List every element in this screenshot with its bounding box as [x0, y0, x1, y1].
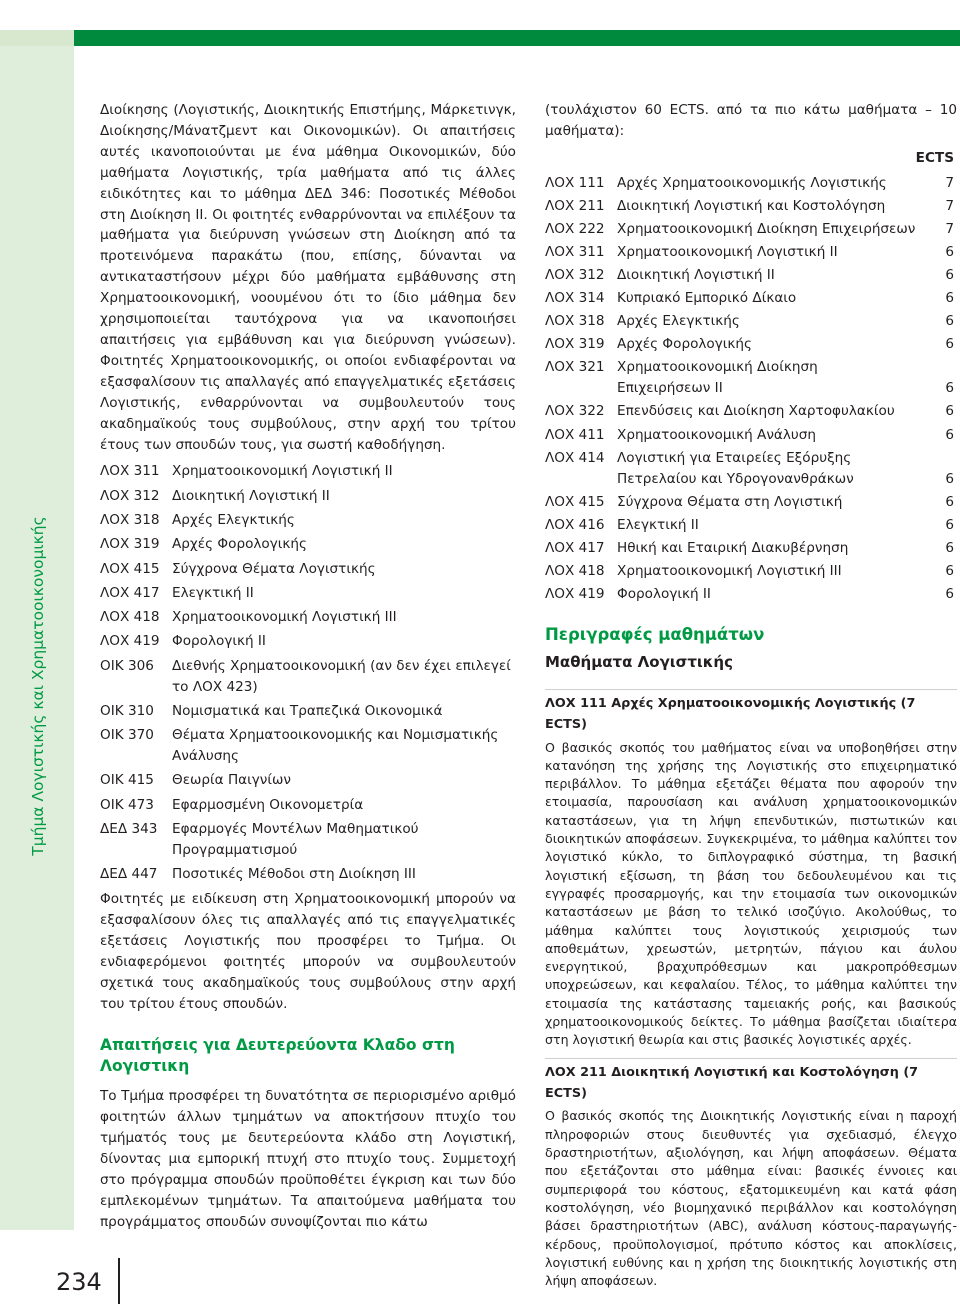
course-title: Κυπριακό Εμπορικό Δίκαιο: [617, 290, 797, 307]
course-title: Χρηματοοικονομική Λογιστική ΙΙ: [617, 244, 838, 260]
course-row: [100, 819, 516, 861]
course-row: [545, 538, 957, 559]
course-title: Θέματα Χρηματοοικονομικής και Νομισματικής Ανάλυσης: [172, 727, 499, 765]
course-ects: 6: [945, 244, 954, 260]
course-row: [100, 656, 516, 698]
course-title: Φορολογική ΙΙ: [617, 586, 711, 603]
course-code: ΛΟΧ 416: [545, 516, 605, 533]
exemptions-paragraph: Φοιτητές με ειδίκευση στη Χρηματοοικονομική μπορούν να εξασφαλίσουν όλες τις απαλλαγές από τις επαγγελματικές εξετάσεις Λογιστικής που προσφέρει το Τμήμα. Οι ενδιαφερόμενοι φοιτητές μπορούν να συμβουλευτούν σχετικά τους ακαδημαϊκούς τους συμβούλους στην αρχή του τρίτου έτους σπουδών.: [100, 891, 516, 1012]
course-code: ΟΙΚ 370: [100, 727, 154, 744]
course-row: [545, 357, 957, 399]
course-ects: 6: [945, 290, 954, 307]
course-row: [545, 515, 957, 536]
course-row: [545, 584, 957, 605]
course-title: Χρηματοοικονομική Λογιστική ΙΙΙ: [172, 609, 397, 626]
course-title: Διοικητική Λογιστική και Κοστολόγηση: [617, 197, 886, 214]
course-description-text: Ο βασικός σκοπός του μαθήματος είναι να υποβοηθήσει στην κατανόηση της χρήσης της Λογιστικής στο επιχειρηματικό περιβάλλον. Το μάθημα εξετάζει θέματα που αφορούν την ετοιμασία, παρουσίαση και ανάλυση χρηματοοικονομικών καταστάσεων, για τη λήψη επενδυτικών, πιστωτικών και διοικητικών αποφάσεων. Συγκεκριμένα, το μάθημα καλύπτει τον λογιστικό κύκλο, το διπλογραφικό σύστημα, τη βασική λογιστική εξίσωση, τη βάση του δεδουλευμένου και τις εγγραφές προσαρμογής, και την ετοιμασία των οικονομικών καταστάσεων με βάση το τελικό ισοζύγιο. Ακολούθως, το μάθημα καλύπτει τους λογιστικούς χειρισμούς των αποθεμάτων, χρεωστών, μετρητών, πάγιου και άυλου ενεργητικού, βραχυπρόθεσμων και μακροπρόθεσμων υποχρεώσεων, και κεφαλαίου. Τέλος, το μάθημα καλύπτει την ετοιμασία της κατάστασης ταμειακής ροής, και βασικούς χρηματοοικονομικούς δείκτες. Το μάθημα βασίζεται ιδιαίτερα στη λογιστική θεωρία και στις βασικές λογιστικές αρχές.: [545, 739, 957, 1048]
course-title: Αρχές Φορολογικής: [172, 536, 308, 553]
course-title: Χρηματοοικονομική Λογιστική ΙΙΙ: [617, 562, 842, 579]
course-title: Διοικητική Λογιστική ΙΙ: [617, 267, 775, 284]
course-title: Χρηματοοικονομική Ανάλυση: [617, 426, 817, 443]
course-row: [100, 631, 516, 652]
course-code: ΟΙΚ 306: [100, 657, 154, 674]
course-row: [100, 725, 516, 767]
course-row: [100, 534, 516, 555]
course-title: Χρηματοοικονομική Λογιστική ΙΙ: [172, 463, 393, 480]
course-row: [545, 242, 957, 263]
course-row: [545, 265, 957, 286]
course-row: [100, 486, 516, 507]
right-column: [545, 100, 957, 1298]
course-title: Αρχές Ελεγκτικής: [172, 512, 295, 528]
course-code: ΔΕΔ 447: [100, 866, 158, 883]
course-row: [545, 196, 957, 217]
intro-paragraph: Διοίκησης (Λογιστικής, Διοικητικής Επιστήμης, Μάρκετινγκ, Διοίκησης/Μάνατζμεντ και Οικονομικών). Οι απαιτήσεις αυτές ικανοποιούνται με ένα μάθημα Οικονομικών, δύο μαθήματα Λογιστικής, τρία μαθήματα από τις άλλες ειδικότητες και το μάθημα ΔΕΔ 346: Ποσοτικές Μέθοδοι στη Διοίκηση ΙΙ. Οι φοιτητές ενθαρρύνονται να επιλέξουν τα μαθήματα για διεύρυνση γνώσεων στη Διοίκηση από τα προτεινόμενα παρακάτω (που, επίσης, δύνανται να αντικαταστήσουν μέχρι δύο μαθήματα εμβάθυνσης στη Χρηματοοικονομική, νοουμένου ότι το ίδιο μάθημα δεν χρησιμοποιείται ταυτόχρονα για να ικανοποιήσει απαιτήσεις για εμβάθυνση και για διεύρυνση γνώσεων). Φοιτητές Χρηματοοικονομικής, οι οποίοι ενδιαφέρονται να εξασφαλίσουν τις απαλλαγές από επαγγελματικές εξετάσεις Λογιστικής, ενθαρρύνονται να συμβουλευτούν τους ακαδημαϊκούς τους συμβούλους, στην αρχή του τρίτου έτους των σπουδών τους, για σωστή καθοδήγηση.: [100, 102, 516, 453]
course-code: ΛΟΧ 314: [545, 290, 605, 307]
accounting-courses-subheading: Μαθήματα Λογιστικής: [545, 652, 733, 671]
course-row: [545, 334, 957, 355]
course-row: [100, 701, 516, 722]
course-code: ΛΟΧ 318: [545, 313, 605, 330]
course-row: [100, 795, 516, 816]
course-ects: 6: [945, 313, 954, 330]
course-code: ΛΟΧ 311: [545, 244, 605, 260]
course-title: Χρηματοοικονομική Διοίκηση Επιχειρήσεων: [617, 220, 916, 237]
course-code: ΛΟΧ 311: [100, 463, 160, 480]
course-ects: 6: [945, 336, 954, 353]
course-code: ΛΟΧ 322: [545, 403, 605, 420]
course-code: ΛΟΧ 211: [545, 197, 605, 214]
course-code: ΛΟΧ 312: [100, 487, 160, 504]
course-title: Ποσοτικές Μέθοδοι στη Διοίκηση ΙΙΙ: [172, 866, 416, 883]
course-code: ΛΟΧ 321: [545, 359, 605, 376]
course-row: [545, 288, 957, 309]
course-ects: 6: [945, 267, 954, 284]
course-ects: 6: [945, 562, 954, 579]
course-title: Ελεγκτική ΙΙ: [172, 584, 254, 601]
page-number: 234: [56, 1268, 102, 1296]
left-column: [100, 100, 516, 1233]
course-title: Ηθική και Εταιρική Διακυβέρνηση: [617, 539, 849, 556]
course-code: ΟΙΚ 310: [100, 702, 154, 719]
minor-course-list: [545, 173, 957, 605]
course-code: ΛΟΧ 415: [100, 560, 160, 577]
page-number-rule: [118, 1258, 120, 1304]
course-code: ΛΟΧ 417: [545, 539, 605, 556]
header-bar: [74, 30, 960, 46]
secondary-field-heading: Απαιτήσεις για Δευτερεύοντα Κλαδο στη Λογιστικη: [100, 1035, 455, 1075]
course-ects: 7: [945, 197, 954, 214]
course-title: Φορολογική ΙΙ: [172, 633, 266, 650]
course-row: [100, 770, 516, 791]
course-title: Σύγχρονα Θέματα στη Λογιστική: [617, 493, 843, 510]
course-code: ΛΟΧ 411: [545, 426, 605, 443]
course-ects: 6: [945, 493, 954, 510]
course-title: Χρηματοοικονομική Διοίκηση Επιχειρήσεων ΙΙ: [617, 359, 818, 397]
course-ects: 7: [945, 174, 954, 191]
course-row: [100, 461, 516, 482]
course-code: ΛΟΧ 419: [545, 586, 605, 603]
course-description-text: Ο βασικός σκοπός της Διοικητικής Λογιστικής είναι η παροχή πληροφοριών στους διευθυντές για σχεδιασμό, έλεγχο δραστηριοτήτων, αξιολόγηση, και λήψη αποφάσεων. Θέματα που εξετάζονται στο μάθημα είναι: βασικές έννοιες και συμπεριφορά του κόστους, εξατομικευμένη και κατά φάση κοστολόγηση, νέο βιομηχανικό περιβάλλον και κοστολόγηση βάσει δραστηριοτήτων (ABC), ανάλυση κόστους-παραγωγής-κέρδους, προϋπολογισμοί, πρότυπο κόστος και αποκλίσεις, λογιστική ευθύνης και η χρήση της διοικητικής λογιστικής στη λήψη αποφάσεων.: [545, 1108, 957, 1289]
course-ects: 6: [945, 539, 954, 556]
course-row: [545, 311, 957, 332]
course-code: ΛΟΧ 418: [100, 609, 160, 626]
course-row: [545, 401, 957, 422]
requirements-intro: (τουλάχιστον 60 ECTS. από τα πιο κάτω μαθήματα – 10 μαθήματα):: [545, 102, 957, 139]
course-title: Επενδύσεις και Διοίκηση Χαρτοφυλακίου: [617, 403, 895, 420]
header-bar-left: [0, 30, 74, 46]
course-ects: 6: [945, 586, 954, 603]
course-title: Αρχές Φορολογικής: [617, 336, 753, 353]
course-code: ΛΟΧ 312: [545, 267, 605, 284]
course-ects: 6: [945, 380, 954, 397]
course-row: [545, 492, 957, 513]
course-code: ΛΟΧ 318: [100, 512, 160, 528]
course-title: Σύγχρονα Θέματα Λογιστικής: [172, 560, 376, 577]
course-description-title: ΛΟΧ 211 Διοικητική Λογιστική και Κοστολόγηση (7 ECTS): [545, 1058, 957, 1105]
course-code: ΛΟΧ 222: [545, 220, 605, 237]
course-code: ΛΟΧ 417: [100, 584, 160, 601]
course-row: [545, 219, 957, 240]
course-code: ΛΟΧ 319: [100, 536, 160, 553]
course-code: ΛΟΧ 415: [545, 493, 605, 510]
broadening-course-list: [100, 461, 516, 885]
course-code: ΛΟΧ 419: [100, 633, 160, 650]
course-title: Εφαρμοσμένη Οικονομετρία: [172, 796, 364, 813]
course-descriptions-heading: Περιγραφές μαθημάτων: [545, 624, 765, 644]
sidebar-band: [0, 46, 74, 1230]
course-code: ΟΙΚ 415: [100, 772, 154, 789]
course-title: Αρχές Χρηματοοικονομικής Λογιστικής: [617, 174, 887, 191]
course-code: ΛΟΧ 111: [545, 174, 605, 191]
course-code: ΔΕΔ 343: [100, 821, 158, 838]
course-row: [100, 559, 516, 580]
course-row: [100, 510, 516, 531]
course-row: [545, 173, 957, 194]
course-ects: 6: [945, 426, 954, 443]
course-row: [545, 561, 957, 582]
course-title: Ελεγκτική ΙΙ: [617, 516, 699, 533]
ects-column-header: ECTS: [915, 149, 954, 166]
course-title: Λογιστική για Εταιρείες Εξόρυξης Πετρελαίου και Υδρογονανθράκων: [617, 449, 854, 487]
course-code: ΛΟΧ 319: [545, 336, 605, 353]
course-ects: 6: [945, 470, 954, 487]
course-code: ΛΟΧ 414: [545, 449, 605, 466]
course-title: Διεθνής Χρηματοοικονομική (αν δεν έχει επιλεγεί το ΛΟΧ 423): [172, 657, 511, 695]
course-row: [545, 425, 957, 446]
course-code: ΟΙΚ 473: [100, 796, 154, 813]
course-row: [100, 864, 516, 885]
course-title: Διοικητική Λογιστική ΙΙ: [172, 487, 330, 504]
course-title: Νομισματικά και Τραπεζικά Οικονομικά: [172, 702, 443, 719]
course-title: Θεωρία Παιγνίων: [172, 772, 291, 789]
course-code: ΛΟΧ 418: [545, 562, 605, 579]
course-description-title: ΛΟΧ 111 Αρχές Χρηματοοικονομικής Λογιστικής (7 ECTS): [545, 689, 957, 736]
course-title: Εφαρμογές Μοντέλων Μαθηματικού Προγραμματισμού: [172, 821, 419, 858]
secondary-field-paragraph: Το Τμήμα προσφέρει τη δυνατότητα σε περιορισμένο αριθμό φοιτητών άλλων τμημάτων να αποκτήσουν πτυχίο του τμήματός τους με δευτερεύοντα κλάδο στη Λογιστική, δίνοντας μια εμπορική πτυχή στο πτυχίο τους. Συμμετοχή στο πρόγραμμα σπουδών προϋποθέτει έγκριση και των δύο εμπλεκομένων τμημάτων. Τα απαιτούμενα μαθήματα του προγράμματος σπουδών συνοψίζονται πιο κάτω: [100, 1088, 516, 1230]
course-ects: 6: [945, 403, 954, 420]
course-row: [545, 448, 957, 490]
department-name: Τμήμα Λογιστικής και Χρηματοοικονομικής: [29, 516, 47, 856]
course-row: [100, 607, 516, 628]
course-ects: 7: [945, 220, 954, 237]
course-ects: 6: [945, 516, 954, 533]
course-title: Αρχές Ελεγκτικής: [617, 313, 740, 330]
course-row: [100, 583, 516, 604]
